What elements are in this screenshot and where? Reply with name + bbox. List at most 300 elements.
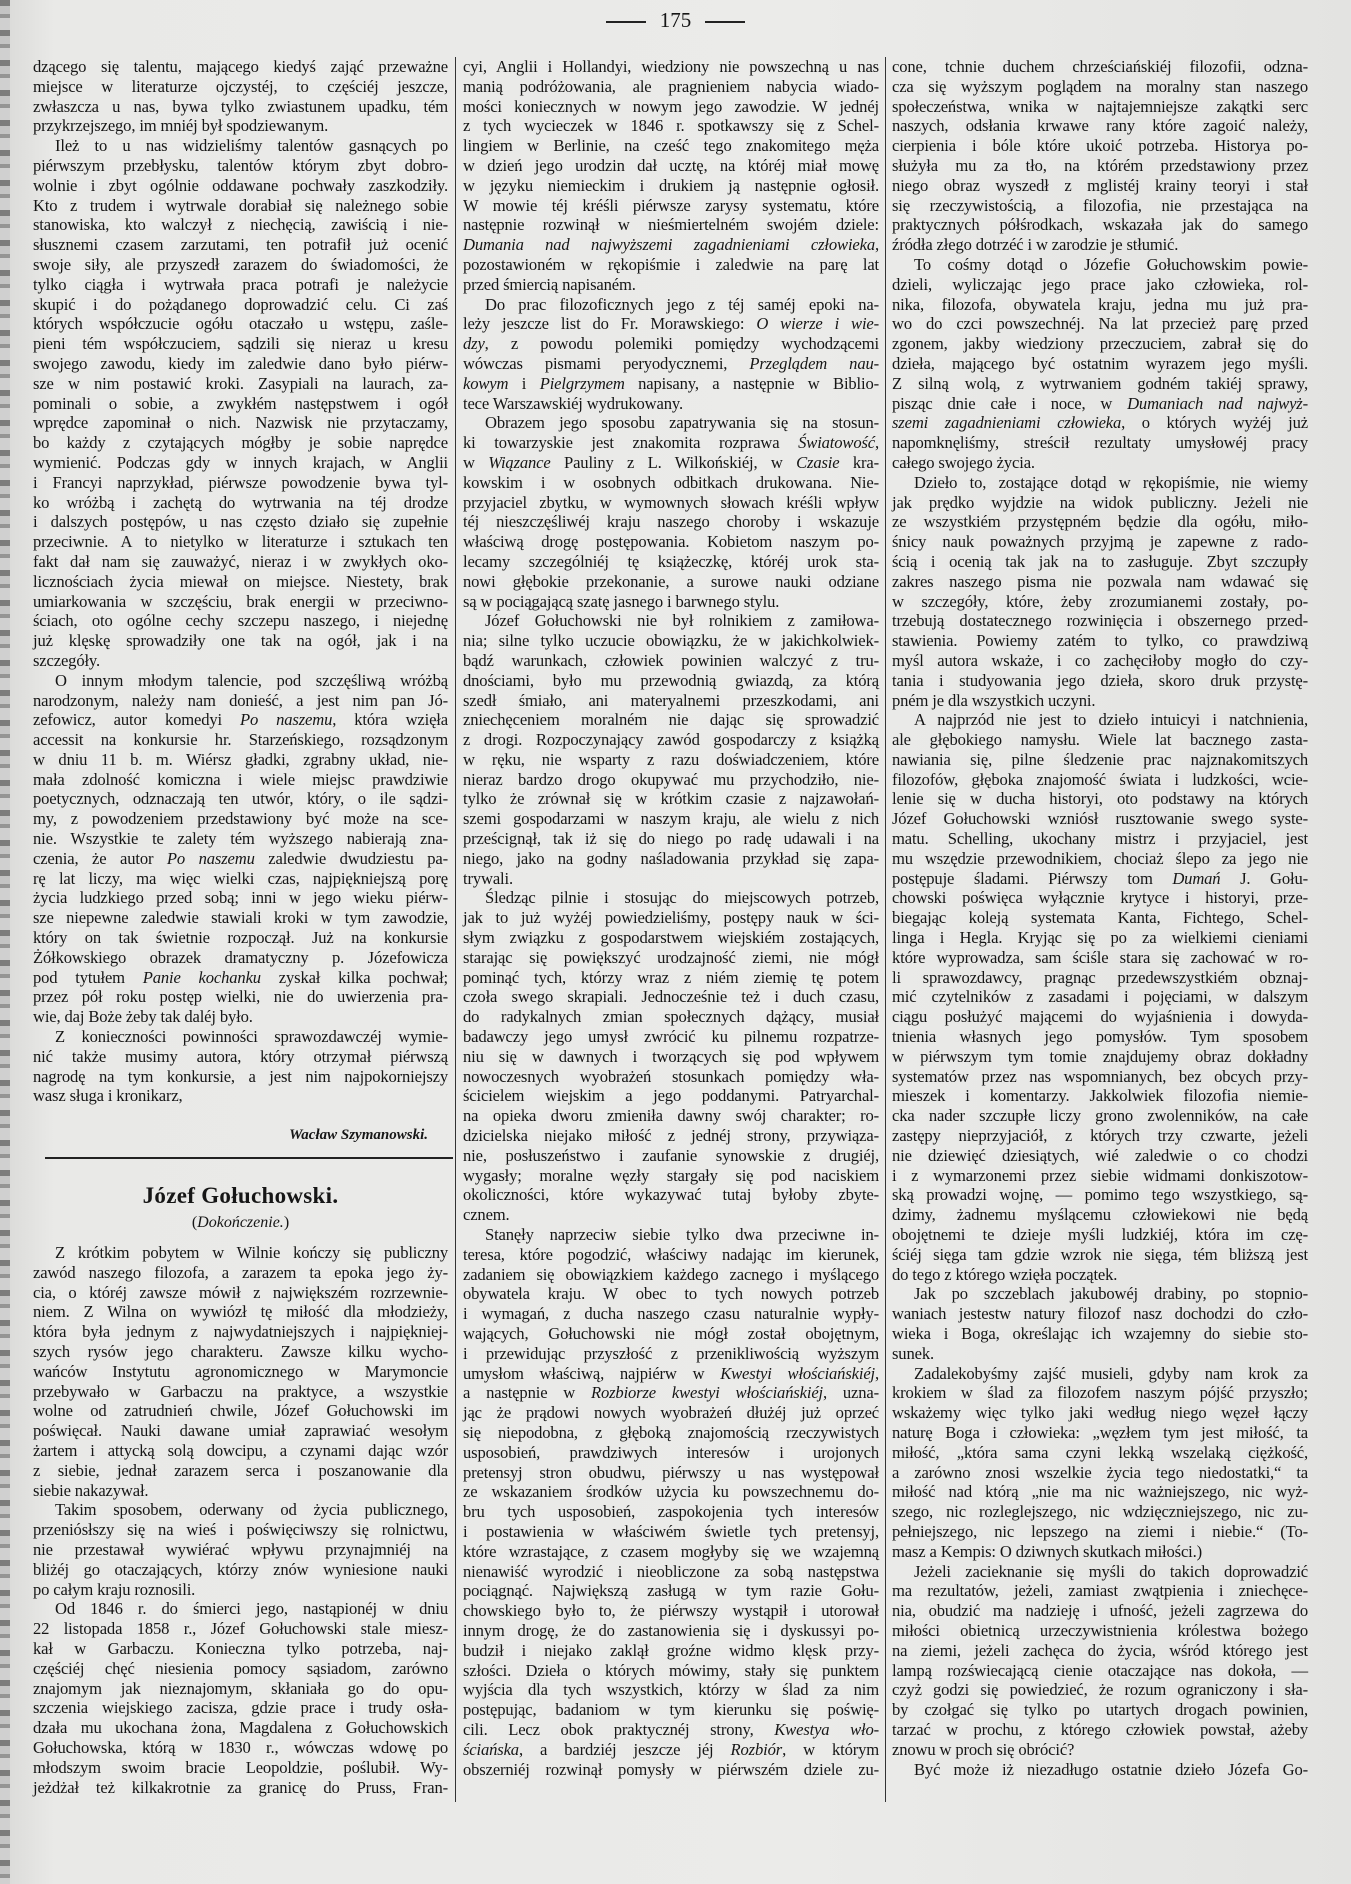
text-line <box>33 1263 448 1283</box>
text-run: w <box>463 452 489 472</box>
text-run: To cośmy dotąd o Józefie Gołuchowskim powie- <box>914 254 1308 274</box>
text-line <box>892 1700 1308 1720</box>
text-run: tarzać w prochu, z którego człowiek powstał, ażeby <box>892 1719 1308 1739</box>
text-run: dzącego się talentu, mającego kiedyś zająć przeważne <box>33 57 448 76</box>
text-line <box>463 1067 879 1087</box>
text-line <box>463 1680 879 1700</box>
text-line <box>463 196 879 216</box>
column-1-article <box>33 1243 448 1797</box>
text-line <box>33 750 448 770</box>
text-line <box>892 1463 1308 1483</box>
text-run: miłość nad którą „nie ma nic ważniejszego, nic wyż- <box>892 1482 1308 1502</box>
paragraph <box>892 710 1308 1284</box>
text-line <box>892 1304 1308 1324</box>
text-run: tylko że zrównał się w krótkim czasie z najzawołań- <box>463 789 879 809</box>
text-run: i wymagań, z ducha naszego czasu naturalnie wypły- <box>463 1304 879 1324</box>
text-line <box>892 1423 1308 1443</box>
paragraph <box>892 1284 1308 1363</box>
text-line <box>33 1441 448 1461</box>
text-line <box>892 196 1308 216</box>
text-line <box>892 1740 1308 1760</box>
paragraph <box>33 136 448 671</box>
text-run: przykrzejszego, im mniéj był spodziewanym. <box>33 116 329 136</box>
text-run: tylko ciągła i wytrwała praca potrafi je należycie <box>33 274 448 294</box>
text-run: cyi, Anglii i Hollandyi, wiedziony nie powszechną u nas <box>463 57 879 76</box>
text-line <box>463 1284 879 1304</box>
text-run: chowski poświęca wyłącznie krytyce i historyi, prze- <box>892 888 1308 908</box>
text-line <box>33 473 448 493</box>
text-line <box>463 1641 879 1661</box>
text-run: jak to już wyżéj powiedzieliśmy, postępy nauk w ści- <box>463 908 879 928</box>
text-line <box>33 295 448 315</box>
italic-title: Wiązance <box>488 452 551 472</box>
text-line <box>892 275 1308 295</box>
text-run: wasz sługa i kronikarz, <box>33 1086 183 1106</box>
text-run: Z krótkim pobytem w Wilnie kończy się publiczny <box>55 1243 448 1262</box>
paragraph <box>463 1225 879 1779</box>
paragraph <box>33 1500 448 1599</box>
paragraph <box>33 1599 448 1797</box>
text-run: w piérwszym tym tomie znajdujemy obraz dokładny <box>892 1046 1308 1066</box>
text-run: słym związku z gospodarstwem wiejskiém zostających, <box>463 928 879 948</box>
text-line <box>463 433 879 453</box>
text-run: życia ludzkiego przed sobą; inni w jego wieku piérw- <box>33 888 448 908</box>
text-run: Ileż to u nas widzieliśmy talentów gasnących po <box>55 136 448 156</box>
text-run: Do prac filozoficznych jego z téj saméj epoki na- <box>485 294 879 314</box>
text-line <box>463 809 879 829</box>
text-line <box>463 691 879 711</box>
text-run: zyskał kilka pochwał; <box>260 967 448 987</box>
text-line <box>892 1621 1308 1641</box>
text-line <box>892 1720 1308 1740</box>
text-run: Obrazem jego sposobu zapatrywania się na stosun- <box>485 413 879 433</box>
text-run: nie przestawał wywiérać wpływu przynajmniéj na <box>33 1539 448 1559</box>
text-run: ciągu posłużyć mającemi do wyjaśnienia i dowyda- <box>892 1007 1308 1027</box>
text-line <box>892 1284 1308 1304</box>
text-run: dzimy, żadnemu myślącemu człowiekowi nie będą <box>892 1205 1308 1225</box>
text-line <box>463 1146 879 1166</box>
text-line <box>463 1166 879 1186</box>
page-number-text: 175 <box>659 8 692 32</box>
text-line <box>33 97 448 117</box>
text-line <box>892 1185 1308 1205</box>
text-run: i z wymarzonemi przez siebie widmami donkiszotow- <box>892 1165 1308 1185</box>
paragraph <box>463 57 879 295</box>
text-run: ściach, oto ogólne cechy szczepu naszego, i niejednę <box>33 611 448 631</box>
paragraph <box>33 57 448 136</box>
text-run: lenie się w ducha historyi, oto podstawy na których <box>892 789 1308 809</box>
text-line <box>33 1302 448 1322</box>
text-run: szemi gospodarzami w naszym kraju, ale wielu z nich <box>463 809 879 829</box>
text-line <box>33 413 448 433</box>
text-run: pełniejszego, nic lepszego na ziemi i niebie.“ (To- <box>892 1521 1308 1541</box>
text-line <box>463 1225 879 1245</box>
text-run: nagrodę na tym konkursie, a jest nim najpokorniejszy <box>33 1066 448 1086</box>
text-run: napisany, a następnie w Biblio- <box>624 373 879 393</box>
text-run: do tego z którego wzięła początek. <box>892 1264 1118 1284</box>
text-run: znowu w proch się obrócić? <box>892 1739 1075 1759</box>
text-line <box>892 77 1308 97</box>
text-run: A najprzód nie jest to dzieło intuicyi i natchnienia, <box>914 710 1308 730</box>
text-line <box>463 987 879 1007</box>
subtitle-text: Dokończenie. <box>197 1214 284 1231</box>
text-line <box>463 869 879 889</box>
text-run: przyjaciel zbytku, w wymownych słowach kréśli wpływ <box>463 492 879 512</box>
text-line <box>892 453 1308 473</box>
text-run: bo każdy z czytających mógłby je sobie naprędce <box>33 433 448 453</box>
text-line <box>33 1500 448 1520</box>
text-line <box>33 572 448 592</box>
italic-title: Światowość <box>798 433 875 453</box>
text-run: wających, Gołuchowski nie mógł został obojętnym, <box>463 1324 879 1343</box>
text-run: , w którym <box>782 1739 879 1759</box>
text-run: cierpienia i bóle które ukoić potrzeba. Historya po- <box>892 136 1308 156</box>
text-line <box>33 948 448 968</box>
text-run: masz a Kempis: O dziwnych skutkach miłości.) <box>892 1541 1202 1561</box>
text-line <box>463 1601 879 1621</box>
text-run: sze niepewne zaledwie stawiali kroki w tym zawodzie, <box>33 908 448 928</box>
text-line <box>463 908 879 928</box>
text-run: Żółkowskiego obrazek dramatyczny p. Józefowicza <box>33 947 448 967</box>
text-run: się rzeczywistością, a filozofia, nie przestająca na <box>892 195 1308 215</box>
text-run: W mowie téj kréśli piérwsze zarysy systematu, które <box>463 195 879 215</box>
text-run: nie dziewięć dziesiątych, wié zaledwie o co chodzi <box>892 1145 1308 1165</box>
text-run: jeżdżał też kilkakrotnie za granicę do Pruss, Fran- <box>33 1777 448 1797</box>
text-line <box>33 374 448 394</box>
italic-title: Dumań <box>1172 868 1221 888</box>
text-run: wprędce zapominał o nich. Nazwisk nie przytaczamy, <box>33 413 448 433</box>
text-line <box>892 908 1308 928</box>
text-run: poetycznych, odznaczają ten utwór, który, o ile sądzi- <box>33 789 448 809</box>
text-line <box>33 1481 448 1501</box>
text-line <box>892 987 1308 1007</box>
text-line <box>892 1364 1308 1384</box>
text-line <box>892 1562 1308 1582</box>
text-run: wo do czci powszechnéj. Na lat przecież parę przed <box>892 314 1308 334</box>
text-line <box>892 512 1308 532</box>
text-run: waniach jestestw natury filozof nasz dochodzi do czło- <box>892 1304 1308 1324</box>
text-run: źródła złego dotrzéć i w zarodzie je stłumić. <box>892 235 1179 255</box>
italic-title: Dumaniach nad najwyż- <box>1127 393 1308 413</box>
text-run: szych rysów jego charakteru. Zawsze kilku wycho- <box>33 1341 448 1361</box>
text-line <box>892 770 1308 790</box>
text-line <box>463 710 879 730</box>
text-run: O innym młodym talencie, pod szczęśliwą wróżbą <box>55 670 448 690</box>
text-run: filozofów, głęboka znajomość świata i ludzkości, wcie- <box>892 769 1308 789</box>
text-run: przez pół roku postęp wielki, nie do uwierzenia pra- <box>33 987 448 1007</box>
text-run: badawczy jego umysł zwrócić ku pilnemu rozpatrze- <box>463 1027 879 1047</box>
text-run: fakt dał nam się zauważyć, nieraz i w zwykłych oko- <box>33 551 448 571</box>
text-line <box>892 295 1308 315</box>
text-line <box>892 1106 1308 1126</box>
text-line <box>892 334 1308 354</box>
text-run: który on tak świetnie rozpoczął. Już na konkursie <box>33 928 448 948</box>
text-line <box>463 413 879 433</box>
text-line <box>892 493 1308 513</box>
column-1-chronicle <box>33 57 448 1106</box>
text-line <box>33 1659 448 1679</box>
text-run: Pauliny z L. Wilkońskiéj, w <box>550 452 797 472</box>
text-line <box>463 1443 879 1463</box>
text-line <box>463 572 879 592</box>
text-line <box>33 275 448 295</box>
text-line <box>463 314 879 334</box>
text-line <box>463 948 879 968</box>
text-line <box>892 314 1308 334</box>
text-run: Jak po szczeblach jakubowéj drabiny, po stopnio- <box>914 1284 1308 1304</box>
text-run: ską prowadzi wojnę, — pomimo tego wszystkiego, są- <box>892 1185 1308 1205</box>
article-title: Józef Gołuchowski. <box>142 1183 339 1208</box>
text-run: społeczeństwa, wnika w najtajemniejsze zakątki serc <box>892 96 1308 116</box>
text-run: zaledwie dwudziestu pa- <box>254 848 448 868</box>
text-line <box>33 1718 448 1738</box>
paragraph <box>892 57 1308 255</box>
text-run: téj nieszczęśliwéj kraju naszego choroby i wskazuje <box>463 512 879 532</box>
text-line <box>33 829 448 849</box>
text-run: wygasły; moralne węzły stargały się pod naciskiem <box>463 1165 879 1185</box>
text-line <box>463 394 879 414</box>
text-run: wówczas pismami peryodycznemi, <box>463 353 750 373</box>
text-line <box>892 1403 1308 1423</box>
text-run: obszerniéj rozwinął pomysły w piérwszém dziele zu- <box>463 1759 879 1779</box>
text-run: mieszek i komentarzy. Jakkolwiek filozofia niemie- <box>892 1086 1308 1106</box>
text-line <box>463 156 879 176</box>
text-line <box>33 1086 448 1106</box>
text-line <box>463 1344 879 1364</box>
paragraph <box>463 413 879 611</box>
text-run: a następnie w <box>463 1383 591 1403</box>
text-line <box>892 1324 1308 1344</box>
text-run: z drogi. Rozpoczynający zawód gospodarczy z książką <box>463 730 879 750</box>
text-line <box>463 592 879 612</box>
paragraph <box>33 671 448 1027</box>
text-line <box>892 849 1308 869</box>
text-run: wymienić. Podczas gdy w innych krajach, w Anglii <box>33 452 448 472</box>
text-run: pociągnąć. Największą zasługą w tym razie Gołu- <box>463 1581 879 1601</box>
text-run: czoła swego skrapiali. Jednocześnie też i duch czasu, <box>463 987 879 1007</box>
text-run: jak prędko wyjdzie na widok publiczny. Jeżeli nie <box>892 492 1308 512</box>
text-line <box>892 1126 1308 1146</box>
text-run: trzebują dostatecznego rozwinięcia i obszernego przed- <box>892 611 1308 631</box>
text-run: Śledząc pilnie i stosując do miejscowych potrzeb, <box>485 888 879 908</box>
text-line <box>892 611 1308 631</box>
text-run: kra- <box>839 452 879 472</box>
paragraph <box>463 888 879 1225</box>
text-run: bądź warunkach, człowiek powinien walczyć z tru- <box>463 650 879 670</box>
text-line <box>33 1007 448 1027</box>
column-divider <box>885 57 886 1802</box>
italic-title: szemi zagadnieniami człowieka <box>892 413 1122 433</box>
text-line <box>33 888 448 908</box>
text-line <box>33 1758 448 1778</box>
text-line <box>33 1698 448 1718</box>
text-line <box>33 730 448 750</box>
text-line <box>33 809 448 829</box>
text-run: w dniu 11 b. m. Wiérsz gładki, zgrabny układ, nie- <box>33 749 448 769</box>
text-run: wie, daj Boże żeby tak daléj było. <box>33 1007 253 1027</box>
text-line <box>33 1520 448 1540</box>
text-line <box>33 493 448 513</box>
text-line <box>892 809 1308 829</box>
column-2 <box>463 57 879 1779</box>
text-run: naszych, odsłania krwawe rany które zagoić należy, <box>892 116 1308 136</box>
text-run: Gołuchowska, którą w 1830 r., wówczas wdowę po <box>33 1737 448 1757</box>
text-line <box>892 592 1308 612</box>
text-run: nia, obudzić ma nadzieję i ufność, jeżeli zagrzewa do <box>892 1601 1308 1621</box>
text-line <box>463 1482 879 1502</box>
text-line <box>33 1778 448 1798</box>
text-run: my, z powodzeniem przedstawiony być może na sce- <box>33 809 448 829</box>
text-line <box>892 1760 1308 1780</box>
text-run: pretensyj stron obudwu, piérwszy u nas występował <box>463 1462 879 1482</box>
text-line <box>463 275 879 295</box>
text-line <box>892 789 1308 809</box>
text-run: służyła mu za tło, na którém przedstawiony przez <box>892 155 1308 175</box>
text-run: , <box>875 1363 879 1383</box>
text-line <box>892 631 1308 651</box>
text-line <box>463 849 879 869</box>
text-run: ko wróżbą i zachętą do wytrwania na téj drodze <box>33 492 448 512</box>
text-run: pném je dla wszystkich uczyni. <box>892 690 1096 710</box>
text-run: przeciwnie. A to nietylko w literaturze i sztukach ten <box>33 532 448 552</box>
text-line <box>463 651 879 671</box>
text-line <box>33 928 448 948</box>
text-run: leży jeszcze list do Fr. Morawskiego: <box>463 314 757 334</box>
text-run: licznościach życia miewał on miejsce. Niestety, brak <box>33 571 448 591</box>
paragraph <box>892 1562 1308 1760</box>
text-run: krokiem w ślad za filozofem naszym pójść przyszło; <box>892 1383 1308 1403</box>
text-line <box>463 1007 879 1027</box>
text-run: przeniósłszy się na wieś i poświęciwszy się rolnictwu, <box>33 1520 448 1540</box>
article-subtitle <box>33 1214 448 1232</box>
text-run: pieni tém współczuciem, sądzili się nieraz u kresu <box>33 334 448 354</box>
text-run: pisząc dnie całe i noce, w <box>892 393 1128 413</box>
text-run: usposobień, prawdziwych interesów i urojonych <box>463 1442 879 1462</box>
text-run: budził i niejako zaklął groźne widmo klęsk przy- <box>463 1640 879 1660</box>
italic-title: Kwestya wło- <box>774 1719 879 1739</box>
text-run: swojego zawodu, kiedy im zaledwie dano było piérw- <box>33 353 448 373</box>
text-run: J. Gołu- <box>1220 868 1308 888</box>
paragraph <box>33 1243 448 1500</box>
text-run: których współczucie ogółu otaczało u wstępu, zaśle- <box>33 314 448 334</box>
text-line <box>33 512 448 532</box>
text-run: poświęcał. Nauki dawane umiał zaprawiać wesołym <box>33 1421 448 1441</box>
text-run: dzieła, mającego być ostatnim wyrazem jego myśli. <box>892 353 1308 373</box>
paragraph <box>463 295 879 414</box>
text-run: czenia, że autor <box>33 848 167 868</box>
text-run: Zadalekobyśmy zajść musieli, gdyby nam krok za <box>914 1363 1308 1383</box>
text-run: właściwą drogę postępowania. Kobietom naszym po- <box>463 532 879 552</box>
text-line <box>463 750 879 770</box>
text-line <box>463 829 879 849</box>
text-line <box>463 1205 879 1225</box>
text-line <box>33 1461 448 1481</box>
italic-title: kowym <box>463 373 509 393</box>
text-run: niem. Z Wilna on wywiózł tę miłość dla młodzieży, <box>33 1302 448 1322</box>
text-line <box>463 1047 879 1067</box>
text-line <box>892 1007 1308 1027</box>
text-run: zwłaszcza u nas, bywa tylko zwiastunem upadku, tém <box>33 96 448 116</box>
text-line <box>892 1344 1308 1364</box>
text-run: ale głębokiego namysłu. Wiele lat bacznego zasta- <box>892 730 1308 750</box>
text-run: zakres naszego pisma nie pozwala nam wdawać się <box>892 571 1308 591</box>
text-line <box>33 1639 448 1659</box>
text-run: z tych wycieczek w 1846 r. spotkawszy się z Schel- <box>463 116 879 136</box>
text-line <box>892 928 1308 948</box>
text-run: bru tych usposobień, zaspokojenia tych interesów <box>463 1502 879 1522</box>
text-run: w ręku, nie wsparty z razu doświadczeniem, które <box>463 749 879 769</box>
text-run: młodszym swoim bracie Leopoldzie, poślubił. Wy- <box>33 1757 448 1777</box>
text-line <box>463 1542 879 1562</box>
text-run: niego, jako na godny naśladowania przykład się zapa- <box>463 848 879 868</box>
page-binding-edge <box>0 0 10 1884</box>
text-line <box>33 235 448 255</box>
text-run: , <box>875 235 879 255</box>
paragraph <box>892 1364 1308 1562</box>
text-line <box>892 552 1308 572</box>
text-line <box>33 1322 448 1342</box>
text-run: linga i Hegla. Kryjąc się po za wielkiemi cieniami <box>892 928 1308 948</box>
text-line <box>463 928 879 948</box>
text-line <box>892 354 1308 374</box>
text-run: naturę Boga i człowieka: „węzłem tym jest miłość, ta <box>892 1422 1308 1442</box>
text-line <box>892 829 1308 849</box>
text-run: umiarkowania w szczęściu, brak energii w przeciwno- <box>33 591 448 611</box>
text-line <box>33 136 448 156</box>
italic-title: Czasie <box>796 452 840 472</box>
text-run: Dzieło to, zostające dotąd w rękopiśmie, nie wiemy <box>914 472 1308 492</box>
text-run: , uzna- <box>823 1383 879 1403</box>
text-line <box>463 295 879 315</box>
text-line <box>892 968 1308 988</box>
text-run: systematów przez nas wspomnianych, bez obcych przy- <box>892 1066 1308 1086</box>
text-run: kowskim i w osobnych odbitkach drukowana. Nie- <box>463 472 879 492</box>
text-run: przed śmiercią napisaném. <box>463 274 636 294</box>
text-line <box>463 1086 879 1106</box>
text-run: , a bardziéj jeszcze jéj <box>518 1739 731 1759</box>
text-run: stawienia. Powiemy zatém to tylko, co prawdziwą <box>892 631 1308 651</box>
paren: ) <box>283 1214 290 1231</box>
text-line <box>463 1265 879 1285</box>
text-run: wańców Instytutu agronomicznego w Marymoncie <box>33 1361 448 1381</box>
text-line <box>892 1245 1308 1265</box>
text-run: postępuje śladami. Piérwszy tom <box>892 868 1173 888</box>
text-line <box>892 750 1308 770</box>
text-run: praktycznych półśrodkach, wskazała jak do samego <box>892 215 1308 235</box>
text-run: miłość, „która sama czyni lekką wszelaką ciężkość, <box>892 1442 1308 1462</box>
text-run: w dzień jego urodzin dał ucztę, na któréj miał mowę <box>463 155 879 175</box>
paragraph <box>463 611 879 888</box>
text-line <box>892 473 1308 493</box>
text-run: zefowicz, autor komedyi <box>33 710 241 730</box>
text-line <box>463 1740 879 1760</box>
text-line <box>463 1720 879 1740</box>
text-line <box>463 334 879 354</box>
text-line <box>463 1364 879 1384</box>
text-line <box>892 1601 1308 1621</box>
text-run: innym drogę, że do zastanowienia się i dyskussyi po- <box>463 1620 879 1640</box>
text-run: cza się wyższym poglądem na moralny stan naszego <box>892 76 1308 96</box>
text-run: nić także musimy autora, który otrzymał piérwszą <box>33 1046 448 1066</box>
text-run: szego, nic rozleglejszego, nic wdzięczniejszego, nic zu- <box>892 1502 1308 1522</box>
text-line <box>892 671 1308 691</box>
paragraph <box>33 1027 448 1106</box>
text-run: zastępy nieprzyjaciół, z których trzy czwarte, jeżeli <box>892 1126 1308 1146</box>
text-line <box>463 631 879 651</box>
text-line <box>463 1106 879 1126</box>
text-run: Od 1846 r. do śmierci jego, nastąpionéj w dniu <box>55 1599 448 1619</box>
text-line <box>33 77 448 97</box>
